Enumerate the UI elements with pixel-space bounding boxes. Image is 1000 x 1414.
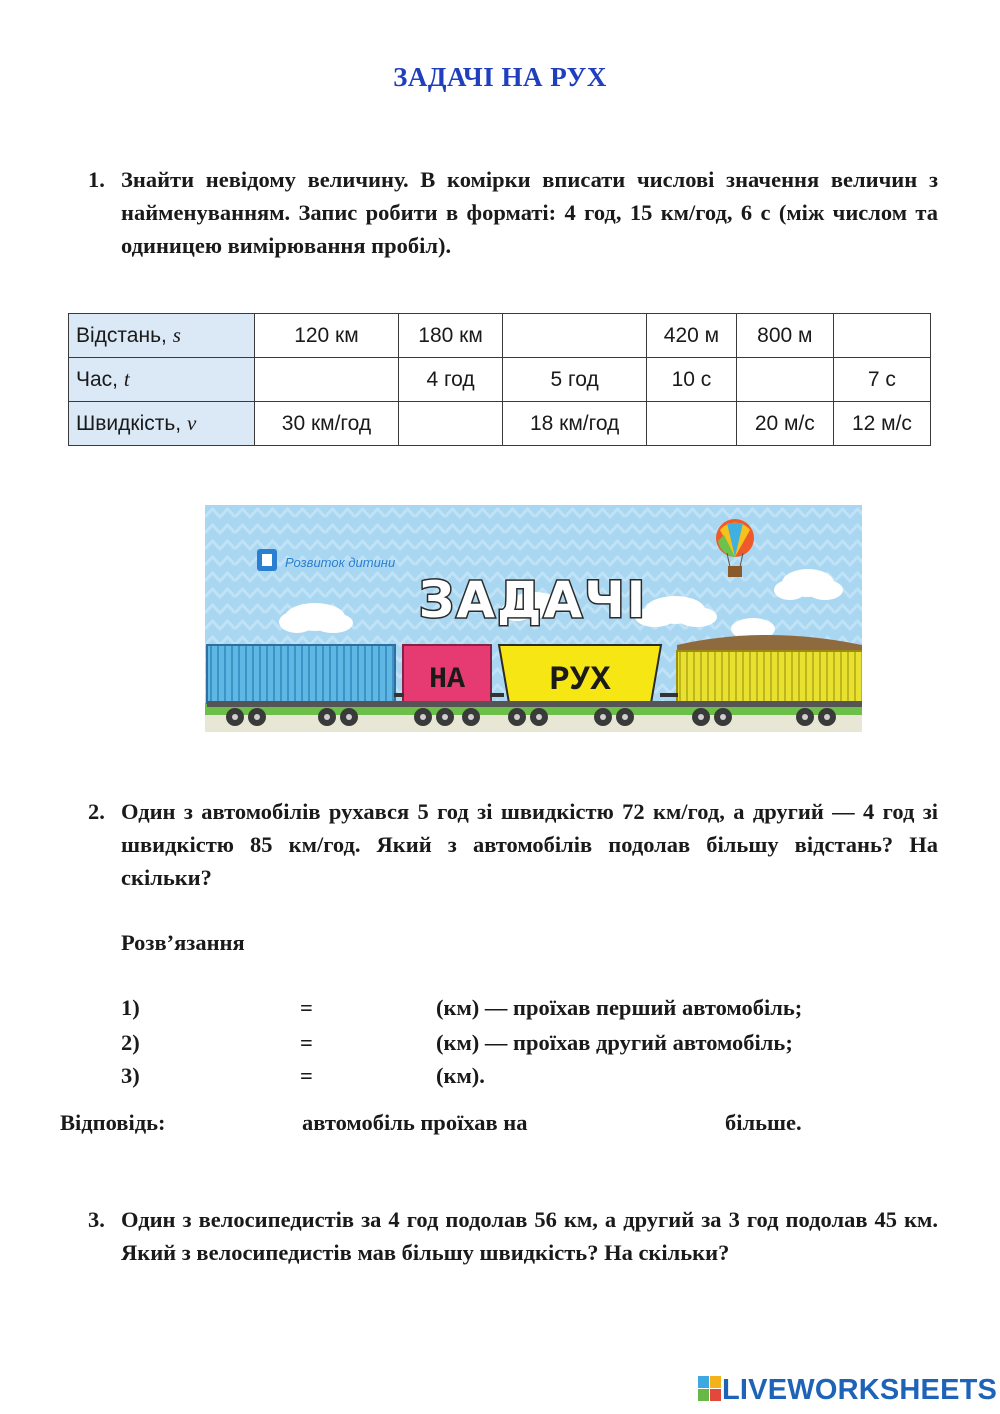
task-2-text: Один з автомобілів рухався 5 год зі швидкістю 72 км/год, а другий — 4 год зі швидкістю 85 км/год. Який з автомобілів подолав більшу відстань? На скільки? [121, 799, 938, 890]
step-2-equals: = [300, 1030, 313, 1055]
page-title: ЗАДАЧІ НА РУХ [393, 62, 607, 92]
banner-word-zadachi: ЗАДАЧІ [418, 571, 648, 629]
table-cell[interactable]: 7 с [833, 358, 930, 402]
task-1 [88, 163, 938, 262]
task-3-text: Один з велосипедистів за 4 год подолав 56 км, а другий за 3 год подолав 45 км. Який з велосипедистів мав більшу швидкість? На скільки? [121, 1207, 938, 1265]
banner-word-na: НА [428, 663, 466, 697]
table-cell[interactable]: 20 м/с [736, 402, 833, 446]
step-2-text: (км) — проїхав другий автомобіль; [436, 1030, 793, 1055]
brand-name: Розвиток дитини [285, 555, 396, 570]
banner-word-rukh: РУХ [549, 662, 611, 700]
step-1-equals: = [300, 995, 313, 1020]
table-cell[interactable]: 10 с [647, 358, 737, 402]
answer-label: Відповідь: [60, 1110, 166, 1135]
step-1-text: (км) — проїхав перший автомобіль; [436, 995, 803, 1020]
row-header-distance: Відстань, s [69, 314, 255, 358]
table-cell[interactable] [255, 358, 399, 402]
table-cell[interactable]: 18 км/год [503, 402, 647, 446]
answer-end: більше. [725, 1110, 802, 1135]
table-cell[interactable] [398, 402, 502, 446]
table-cell[interactable]: 120 км [255, 314, 399, 358]
table-cell[interactable] [503, 314, 647, 358]
answer-mid: автомобіль проїхав на [302, 1110, 528, 1135]
table-row-time [69, 358, 931, 402]
task-1-number: 1. [88, 167, 105, 192]
table-cell[interactable] [736, 358, 833, 402]
table-row-speed [69, 402, 931, 446]
motion-table [68, 313, 931, 446]
table-cell[interactable]: 800 м [736, 314, 833, 358]
task-3-number: 3. [88, 1207, 105, 1232]
table-row-distance [69, 314, 931, 358]
row-header-time: Час, t [69, 358, 255, 402]
liveworksheets-watermark [698, 1374, 997, 1414]
task-2 [88, 795, 938, 894]
watermark-text: LIVEWORKSHEETS [722, 1374, 998, 1406]
table-cell[interactable]: 4 год [398, 358, 502, 402]
table-cell[interactable]: 180 км [398, 314, 502, 358]
step-1-number: 1) [121, 995, 140, 1020]
table-cell[interactable]: 30 км/год [255, 402, 399, 446]
task-3 [88, 1203, 938, 1269]
solution-label: Розв’язання [121, 930, 245, 955]
liveworksheets-logo-icon [698, 1376, 722, 1402]
table-cell[interactable]: 12 м/с [833, 402, 930, 446]
table-cell[interactable] [833, 314, 930, 358]
banner-illustration [205, 505, 862, 732]
step-3-equals: = [300, 1063, 313, 1088]
task-1-text: Знайти невідому величину. В комірки вписати числові значення величин з найменуванням. Запис робити в форматі: 4 год, 15 км/год, 6 с (між числом та одиницею вимірювання пробіл). [121, 167, 938, 258]
step-2-number: 2) [121, 1030, 140, 1055]
row-header-speed: Швидкість, v [69, 402, 255, 446]
table-cell[interactable]: 420 м [647, 314, 737, 358]
table-cell[interactable] [647, 402, 737, 446]
step-3-number: 3) [121, 1063, 140, 1088]
table-cell[interactable]: 5 год [503, 358, 647, 402]
step-3-text: (км). [436, 1063, 485, 1088]
task-2-number: 2. [88, 799, 105, 824]
